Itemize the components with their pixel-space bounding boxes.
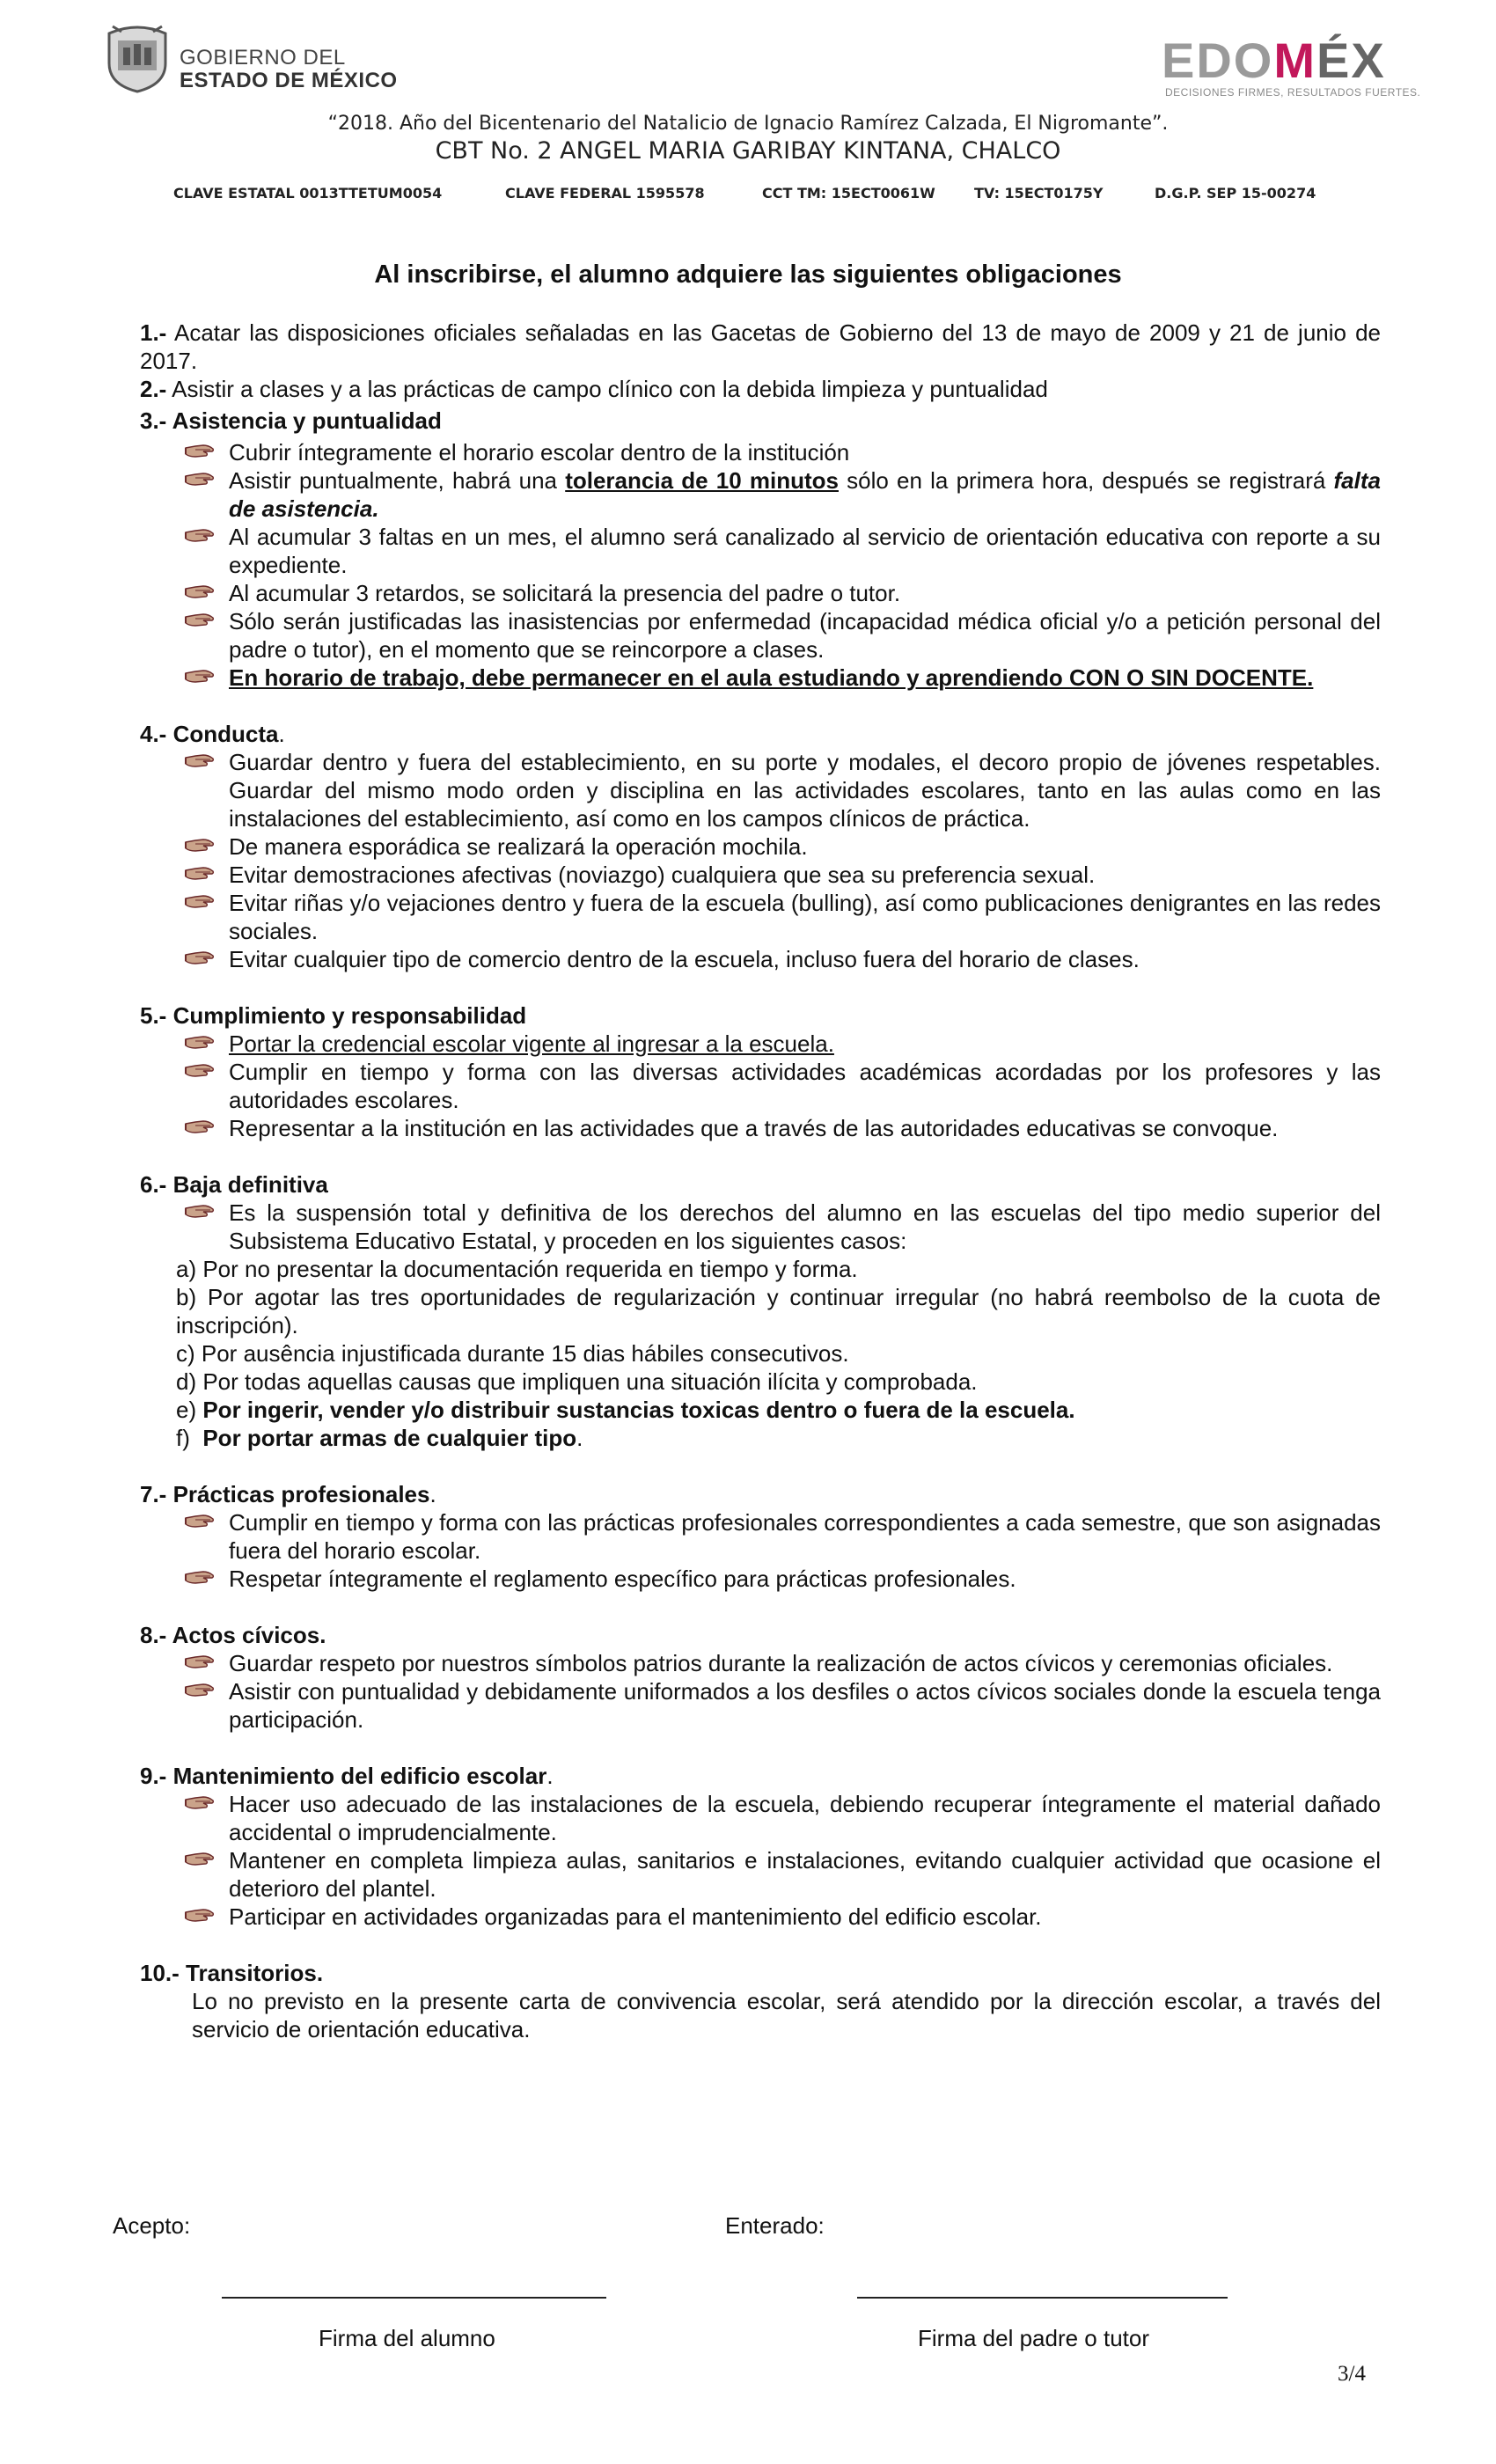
- list-item: [140, 523, 1381, 579]
- cause-f: [140, 1424, 1381, 1452]
- list-item-text: Respetar íntegramente el reglamento específico para prácticas profesionales.: [229, 1566, 1016, 1592]
- list-item-text: Guardar dentro y fuera del establecimiento, en su porte y modales, el decoro propio de jóvenes respetables. Guardar del mismo modo orden y disciplina en las actividades escolares, tanto en las aulas como en las instalaciones del establecimiento, así como en los campos clínicos de práctica.: [229, 749, 1381, 832]
- edomex-wordmark: EDOMÉX: [1162, 33, 1386, 88]
- section-8-bullets: [140, 1649, 1381, 1734]
- hand-pointer-icon: [184, 1062, 216, 1080]
- list-item: [140, 1790, 1381, 1846]
- hand-pointer-icon: [184, 1654, 216, 1671]
- section-10-heading-text: 10.- Transitorios.: [140, 1960, 324, 1986]
- hand-pointer-icon: [184, 1907, 216, 1925]
- hand-pointer-icon: [184, 527, 216, 545]
- cause-a: a) Por no presentar la documentación requerida en tiempo y forma.: [176, 1256, 858, 1282]
- cause-f-letter: f): [176, 1425, 203, 1451]
- list-item-text: Asistir puntualmente, habrá una: [229, 467, 566, 494]
- hand-pointer-icon: [184, 950, 216, 967]
- list-item: [140, 579, 1381, 607]
- section-10-text: Lo no previsto en la presente carta de convivencia escolar, será atendido por la dirección escolar, a través del servicio de orientación educativa.: [192, 1988, 1381, 2042]
- section-7-heading-text: 7.- Prácticas profesionales: [140, 1481, 430, 1507]
- section-2-text: Asistir a clases y a las prácticas de campo clínico con la debida limpieza y puntualidad: [166, 376, 1048, 402]
- page-number: 3/4: [1338, 2362, 1366, 2386]
- list-item: [140, 1846, 1381, 1903]
- section-1: [140, 319, 1381, 375]
- cause-e: [140, 1396, 1381, 1424]
- list-item-text: Cumplir en tiempo y forma con las prácticas profesionales correspondientes a cada semestre, que son asignadas fuera del horario escolar.: [229, 1509, 1381, 1564]
- gobierno-line-1: GOBIERNO DEL: [180, 46, 346, 70]
- list-item: [140, 1114, 1381, 1142]
- section-4-heading-text: 4.- Conducta: [140, 721, 279, 747]
- hand-pointer-icon: [184, 1203, 216, 1221]
- section-6-heading: [140, 1170, 1381, 1199]
- hand-pointer-icon: [184, 443, 216, 460]
- list-item: [140, 748, 1381, 832]
- list-item-text: De manera esporádica se realizará la operación mochila.: [229, 833, 808, 860]
- tolerance-emphasis: tolerancia de 10 minutos: [565, 467, 839, 494]
- list-item-text: Participar en actividades organizadas para el mantenimiento del edificio escolar.: [229, 1903, 1042, 1930]
- clave-federal: CLAVE FEDERAL 1595578: [505, 185, 705, 202]
- edomex-logo: [1162, 32, 1443, 102]
- student-signature-caption: Firma del alumno: [319, 2325, 495, 2351]
- list-item-text: Mantener en completa limpieza aulas, sanitarios e instalaciones, evitando cualquier actividad que ocasione el deterioro del plantel.: [229, 1847, 1381, 1902]
- list-item: [140, 1058, 1381, 1114]
- cause-e-text: Por ingerir, vender y/o distribuir sustancias toxicas dentro o fuera de la escuela.: [202, 1397, 1075, 1423]
- list-item-text: Es la suspensión total y definitiva de los derechos del alumno en las escuelas del tipo medio superior del Subsistema Educativo Estatal, y proceden en los siguientes casos:: [229, 1199, 1381, 1254]
- gobierno-line-2: ESTADO DE MÉXICO: [180, 69, 398, 92]
- cause-e-letter: e): [176, 1397, 203, 1423]
- list-item: [140, 1677, 1381, 1734]
- cct-tm: CCT TM: 15ECT0061W: [762, 185, 935, 202]
- cause-d: d) Por todas aquellas causas que impliquen una situación ilícita y comprobada.: [176, 1368, 978, 1395]
- list-item: [140, 438, 1381, 466]
- list-item-text: Evitar cualquier tipo de comercio dentro de la escuela, incluso fuera del horario de clases.: [229, 946, 1140, 972]
- hand-pointer-icon: [184, 865, 216, 883]
- list-item-text: Hacer uso adecuado de las instalaciones de la escuela, debiendo recuperar íntegramente el material dañado accidental o imprudencialmente.: [229, 1791, 1381, 1845]
- list-item: [140, 1199, 1381, 1255]
- parent-signature-line: [857, 2297, 1228, 2299]
- hand-pointer-icon: [184, 1034, 216, 1052]
- cause-f-period: .: [576, 1425, 583, 1451]
- hand-pointer-icon: [184, 1118, 216, 1136]
- list-item-text: Al acumular 3 retardos, se solicitará la presencia del padre o tutor.: [229, 580, 901, 606]
- section-5-heading: [140, 1001, 1381, 1030]
- hand-pointer-icon: [184, 1794, 216, 1812]
- hand-pointer-icon: [184, 752, 216, 770]
- hand-pointer-icon: [184, 471, 216, 488]
- parent-signature-caption: Firma del padre o tutor: [918, 2325, 1150, 2351]
- informed-label: Enterado:: [725, 2212, 825, 2239]
- list-item: [140, 1565, 1381, 1593]
- section-3-bullets: [140, 438, 1381, 692]
- list-item: [140, 889, 1381, 945]
- section-6-heading-text: 6.- Baja definitiva: [140, 1171, 328, 1198]
- gobierno-estado-mexico-logo: [104, 21, 403, 97]
- section-3-heading: [140, 407, 1381, 435]
- hand-pointer-icon: [184, 837, 216, 854]
- section-3-heading-text: 3.- Asistencia y puntualidad: [140, 407, 442, 434]
- list-item-text: Evitar riñas y/o vejaciones dentro y fuera de la escuela (bulling), así como publicaciones denigrantes en las redes sociales.: [229, 890, 1381, 944]
- list-item: [140, 832, 1381, 861]
- section-6-bullets: [140, 1199, 1381, 1255]
- absence-emphasis: falta de asistencia.: [229, 467, 1381, 522]
- list-item: [140, 466, 1381, 523]
- list-item-text: Al acumular 3 faltas en un mes, el alumno será canalizado al servicio de orientación educativa con reporte a su expediente.: [229, 524, 1381, 578]
- hand-pointer-icon: [184, 893, 216, 911]
- year-motto: “2018. Año del Bicentenario del Natalicio de Ignacio Ramírez Calzada, El Nigromante”.: [327, 113, 1169, 135]
- list-item-text: Portar la credencial escolar vigente al ingresar a la escuela.: [229, 1030, 834, 1057]
- section-4-bullets: [140, 748, 1381, 973]
- list-item: [140, 1649, 1381, 1677]
- list-item-text: Cubrir íntegramente el horario escolar dentro de la institución: [229, 439, 850, 466]
- list-item: [140, 1903, 1381, 1931]
- section-9-heading-text: 9.- Mantenimiento del edificio escolar: [140, 1763, 547, 1789]
- hand-pointer-icon: [184, 1513, 216, 1530]
- list-item: [140, 664, 1381, 692]
- section-1-text: Acatar las disposiciones oficiales señaladas en las Gacetas de Gobierno del 13 de mayo de 2009 y 21 de junio de 2017.: [140, 319, 1381, 374]
- list-item: [140, 1508, 1381, 1565]
- hand-pointer-icon: [184, 612, 216, 629]
- list-item-text: Cumplir en tiempo y forma con las diversas actividades académicas acordadas por los profesores y las autoridades escolares.: [229, 1059, 1381, 1113]
- document-title: Al inscribirse, el alumno adquiere las siguientes obligaciones: [374, 260, 1122, 289]
- hand-pointer-icon: [184, 668, 216, 686]
- section-9-heading: 9.- Mantenimiento del edificio escolar.: [140, 1763, 554, 1789]
- list-item-text: Representar a la institución en las actividades que a través de las autoridades educativas se convoque.: [229, 1115, 1279, 1141]
- list-item-text: Evitar demostraciones afectivas (noviazgo) cualquiera que sea su preferencia sexual.: [229, 862, 1096, 888]
- obligations-list: [140, 319, 1381, 2043]
- hand-pointer-icon: [184, 583, 216, 601]
- section-1-number: 1.-: [140, 319, 167, 346]
- section-5-heading-text: 5.- Cumplimiento y responsabilidad: [140, 1002, 527, 1029]
- list-item-text: Asistir con puntualidad y debidamente uniformados a los desfiles o actos cívicos sociales donde la escuela tenga participación.: [229, 1678, 1381, 1733]
- list-item: [140, 861, 1381, 889]
- dgp-sep: D.G.P. SEP 15-00274: [1155, 185, 1316, 202]
- list-item-text: Sólo serán justificadas las inasistencias por enfermedad (incapacidad médica oficial y/o a petición personal del padre o tutor), en el momento que se reincorpore a clases.: [229, 608, 1381, 663]
- section-5-bullets: [140, 1030, 1381, 1142]
- section-4-heading: 4.- Conducta.: [140, 721, 285, 747]
- section-8-heading-text: 8.- Actos cívicos.: [140, 1622, 326, 1648]
- list-item: [140, 607, 1381, 664]
- section-2: [140, 375, 1381, 403]
- coat-of-arms-icon: [104, 21, 171, 93]
- section-8-heading: [140, 1621, 1381, 1649]
- section-7-bullets: [140, 1508, 1381, 1593]
- list-item: [140, 945, 1381, 973]
- accept-label: Acepto:: [113, 2212, 191, 2239]
- section-7-heading: 7.- Prácticas profesionales.: [140, 1481, 436, 1507]
- school-name: CBT No. 2 ANGEL MARIA GARIBAY KINTANA, CHALCO: [435, 137, 1061, 165]
- hand-pointer-icon: [184, 1569, 216, 1587]
- hand-pointer-icon: [184, 1851, 216, 1868]
- edomex-slogan: DECISIONES FIRMES, RESULTADOS FUERTES.: [1165, 86, 1421, 99]
- hand-pointer-icon: [184, 1682, 216, 1699]
- section-9-bullets: [140, 1790, 1381, 1931]
- section-2-number: 2.-: [140, 376, 167, 402]
- cct-tv: TV: 15ECT0175Y: [974, 185, 1104, 202]
- section-10-heading: [140, 1959, 1381, 1987]
- list-item-text: En horario de trabajo, debe permanecer en el aula estudiando y aprendiendo CON O SIN DOCENTE.: [229, 664, 1314, 691]
- list-item-text: sólo en la primera hora, después se registrará: [838, 467, 1334, 494]
- cause-f-text: Por portar armas de cualquier tipo: [202, 1425, 577, 1451]
- student-signature-line: [222, 2297, 606, 2299]
- list-item-text: Guardar respeto por nuestros símbolos patrios durante la realización de actos cívicos y ceremonias oficiales.: [229, 1650, 1333, 1676]
- clave-estatal: CLAVE ESTATAL 0013TTETUM0054: [173, 185, 443, 202]
- list-item: [140, 1030, 1381, 1058]
- cause-b: b) Por agotar las tres oportunidades de regularización y continuar irregular (no habrá reembolso de la cuota de inscripción).: [176, 1284, 1381, 1338]
- cause-c: c) Por ausência injustificada durante 15 dias hábiles consecutivos.: [176, 1340, 849, 1367]
